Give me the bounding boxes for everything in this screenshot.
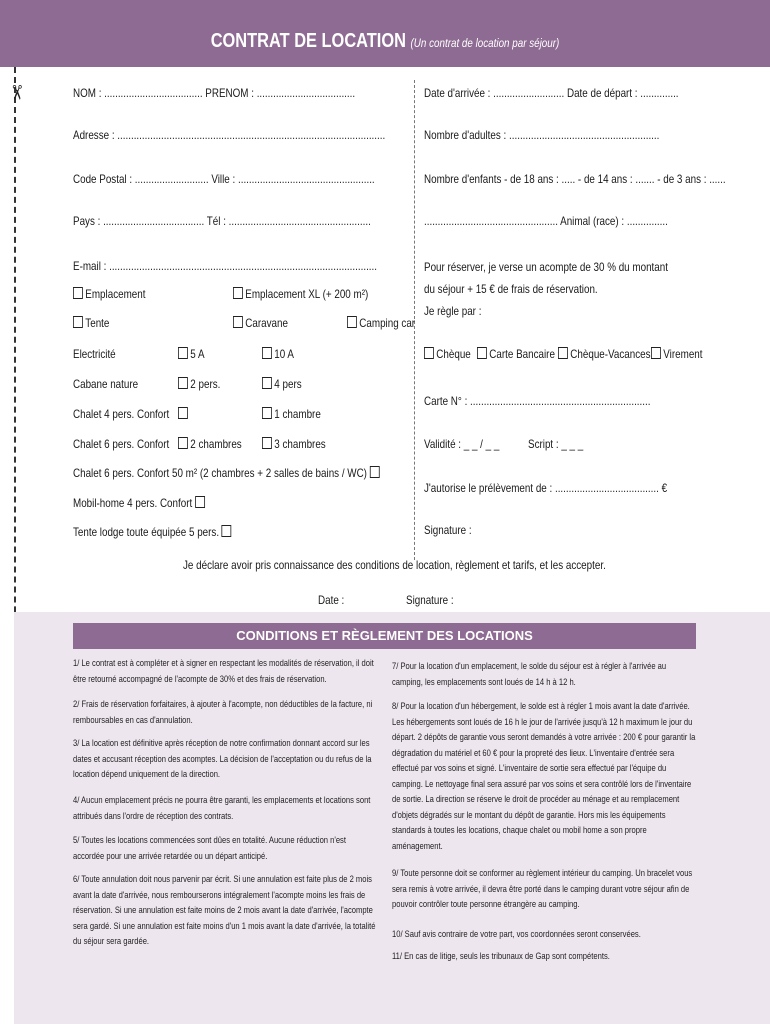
signature-label[interactable]: Signature : [406, 593, 454, 607]
checkbox-emplacement-xl[interactable]: Emplacement XL (+ 200 m²) [233, 287, 368, 301]
checkbox-icon [73, 287, 83, 299]
checkbox-carte-bancaire[interactable]: Carte Bancaire [477, 347, 555, 361]
electricite-label: Electricité [73, 347, 116, 361]
checkbox-10a[interactable]: 10 A [262, 347, 294, 361]
checkbox-icon [178, 437, 188, 449]
checkbox-icon [178, 407, 188, 419]
chalet6-label: Chalet 6 pers. Confort [73, 437, 170, 451]
contract-title: CONTRAT DE LOCATION (Un contrat de location par séjour) [210, 30, 560, 52]
condition-5: 5/ Toutes les locations commencées sont dûes en totalité. Aucune réduction n'est accordée pour une arrivée retardée ou un départ anticipé. [73, 835, 346, 862]
signature-right-field[interactable]: Signature : [424, 523, 472, 537]
condition-9: 9/ Toute personne doit se conformer au règlement intérieur du camping. Un bracelet vous sera remis à votre arrivée, il devra être porté dans le camping durant votre séjour afin de pouvoir contrôler toute personne étrangère au camping. [392, 868, 693, 910]
checkbox-chalet6-50[interactable]: Chalet 6 pers. Confort 50 m² (2 chambres + 2 salles de bains / WC) [73, 466, 382, 480]
checkbox-icon [370, 466, 380, 478]
code-postal-ville-field[interactable]: Code Postal : ........................... Ville : .................................................. [73, 172, 375, 186]
checkbox-chalet4[interactable] [178, 407, 190, 421]
checkbox-cheque-vacances[interactable]: Chèque-Vacances [558, 347, 651, 361]
carte-no-field[interactable]: Carte N° : .................................................................. [424, 394, 651, 408]
checkbox-4pers[interactable]: 4 pers [262, 377, 302, 391]
checkbox-icon [233, 287, 243, 299]
animal-field[interactable]: ................................................. Animal (race) : ............... [424, 214, 668, 228]
conditions-title: CONDITIONS ET RÈGLEMENT DES LOCATIONS [236, 628, 533, 643]
condition-2: 2/ Frais de réservation forfaitaires, à ajouter à l'acompte, non déductibles de la facture, ni remboursables en cas d'annulation. [73, 699, 373, 726]
dates-field[interactable]: Date d'arrivée : .......................... Date de départ : .............. [424, 86, 679, 100]
adultes-field[interactable]: Nombre d'adultes : ....................................................... [424, 128, 660, 142]
checkbox-icon [178, 347, 188, 359]
declaration-text: Je déclare avoir pris connaissance des conditions de location, règlement et tarifs, et les accepter. [183, 558, 606, 572]
checkbox-icon [262, 407, 272, 419]
checkbox-icon [222, 525, 232, 537]
checkbox-icon [477, 347, 487, 359]
checkbox-icon [233, 316, 243, 328]
nom-prenom-field[interactable]: NOM : .................................... PRENOM : .................................... [73, 86, 356, 100]
checkbox-icon [262, 377, 272, 389]
condition-4: 4/ Aucun emplacement précis ne pourra être garanti, les emplacements et locations sont attribués dans l'ordre de réception des contrats. [73, 795, 371, 822]
cabane-label: Cabane nature [73, 377, 139, 391]
checkbox-icon [262, 437, 272, 449]
checkbox-icon [178, 377, 188, 389]
checkbox-3chambres[interactable]: 3 chambres [262, 437, 326, 451]
checkbox-2pers[interactable]: 2 pers. [178, 377, 220, 391]
checkbox-icon [424, 347, 434, 359]
reserver-text-2: du séjour + 15 € de frais de réservation. [424, 282, 598, 296]
contract-subtitle: (Un contrat de location par séjour) [410, 36, 560, 50]
prelevement-field[interactable]: J'autorise le prélèvement de : ...................................... € [424, 481, 668, 495]
checkbox-emplacement[interactable]: Emplacement [73, 287, 145, 301]
checkbox-2chambres[interactable]: 2 chambres [178, 437, 242, 451]
checkbox-1chambre[interactable]: 1 chambre [262, 407, 321, 421]
enfants-field[interactable]: Nombre d'enfants - de 18 ans : ..... - de 14 ans : ....... - de 3 ans : ...... [424, 172, 726, 186]
checkbox-icon [651, 347, 661, 359]
condition-3: 3/ La location est définitive après réception de notre confirmation donnant accord sur les dates et accusant réception des acomptes. La décision de l'acceptation ou du refus de la location dépend uniquement de la direction. [73, 738, 372, 780]
checkbox-icon [195, 496, 205, 508]
scissors-icon: ✂ [4, 84, 27, 101]
checkbox-icon [558, 347, 568, 359]
adresse-field[interactable]: Adresse : .................................................................................................. [73, 128, 386, 142]
date-label[interactable]: Date : [318, 593, 345, 607]
condition-6: 6/ Toute annulation doit nous parvenir par écrit. Si une annulation est faite plus de 2 mois avant la date d'arrivée, nous rembourserons intégralement l'acompte moins les frais de réservation. Si une annulation est faite moins de 2 mois avant la date d'arrivée, l'acompte sera gardé. Si une annulation est faite moins d'un 1 mois avant la date d'arrivée, la totalité du séjour sera gardée. [73, 874, 376, 947]
pays-tel-field[interactable]: Pays : ..................................... Tél : .................................................... [73, 214, 371, 228]
checkbox-icon [262, 347, 272, 359]
checkbox-icon [347, 316, 357, 328]
checkbox-5a[interactable]: 5 A [178, 347, 205, 361]
checkbox-icon [73, 316, 83, 328]
script-field[interactable]: Script : _ _ _ [528, 437, 584, 451]
checkbox-tente-lodge[interactable]: Tente lodge toute équipée 5 pers. [73, 525, 234, 539]
checkbox-cheque[interactable]: Chèque [424, 347, 471, 361]
condition-8: 8/ Pour la location d'un hébergement, le solde est à régler 1 mois avant la date d'arrivée. Les hébergements sont loués de 16 h le jour de l'arrivée jusqu'à 12 h maximum le jour du départ. 2 dépôts de garantie vous seront demandés à votre arrivée : 200 € pour garantir la dégradation du matériel et 60 € pour la propreté des lieux. L'inventaire d'entrée sera effectué par vos soins et signé. L'inventaire de sortie sera effectué par l'équipe du camping. Le nettoyage final sera assuré par vos soins et sera contrôlé lors de l'inventaire de sortie. La direction se réserve le droit de procéder au ménage et au remplacement d'objets dégradés sur le montant du dépôt de garantie. Hors mis les équipements standards à toutes les locations, chaque chalet ou mobil home a son propre aménagement. [392, 701, 696, 852]
email-field[interactable]: E-mail : .................................................................................................. [73, 259, 378, 273]
checkbox-mobilhome[interactable]: Mobil-home 4 pers. Confort [73, 496, 207, 510]
checkbox-virement[interactable]: Virement [651, 347, 703, 361]
regle-label: Je règle par : [424, 304, 482, 318]
checkbox-camping-car[interactable]: Camping car [347, 316, 415, 330]
validite-field[interactable]: Validité : _ _ / _ _ [424, 437, 500, 451]
condition-10: 10/ Sauf avis contraire de votre part, vos coordonnées seront conservées. [392, 929, 641, 940]
condition-7: 7/ Pour la location d'un emplacement, le solde du séjour est à régler à l'arrivée au camping, les emplacements sont loués de 14 h à 12 h. [392, 661, 667, 688]
condition-11: 11/ En cas de litige, seuls les tribunaux de Gap sont compétents. [392, 951, 610, 962]
chalet4-label: Chalet 4 pers. Confort [73, 407, 170, 421]
checkbox-caravane[interactable]: Caravane [233, 316, 288, 330]
checkbox-tente[interactable]: Tente [73, 316, 109, 330]
reserver-text-1: Pour réserver, je verse un acompte de 30 % du montant [424, 260, 668, 274]
condition-1: 1/ Le contrat est à compléter et à signer en respectant les modalités de réservation, il doit être retourné accompagné de l'acompte de 30% et des frais de réservation. [73, 658, 374, 685]
